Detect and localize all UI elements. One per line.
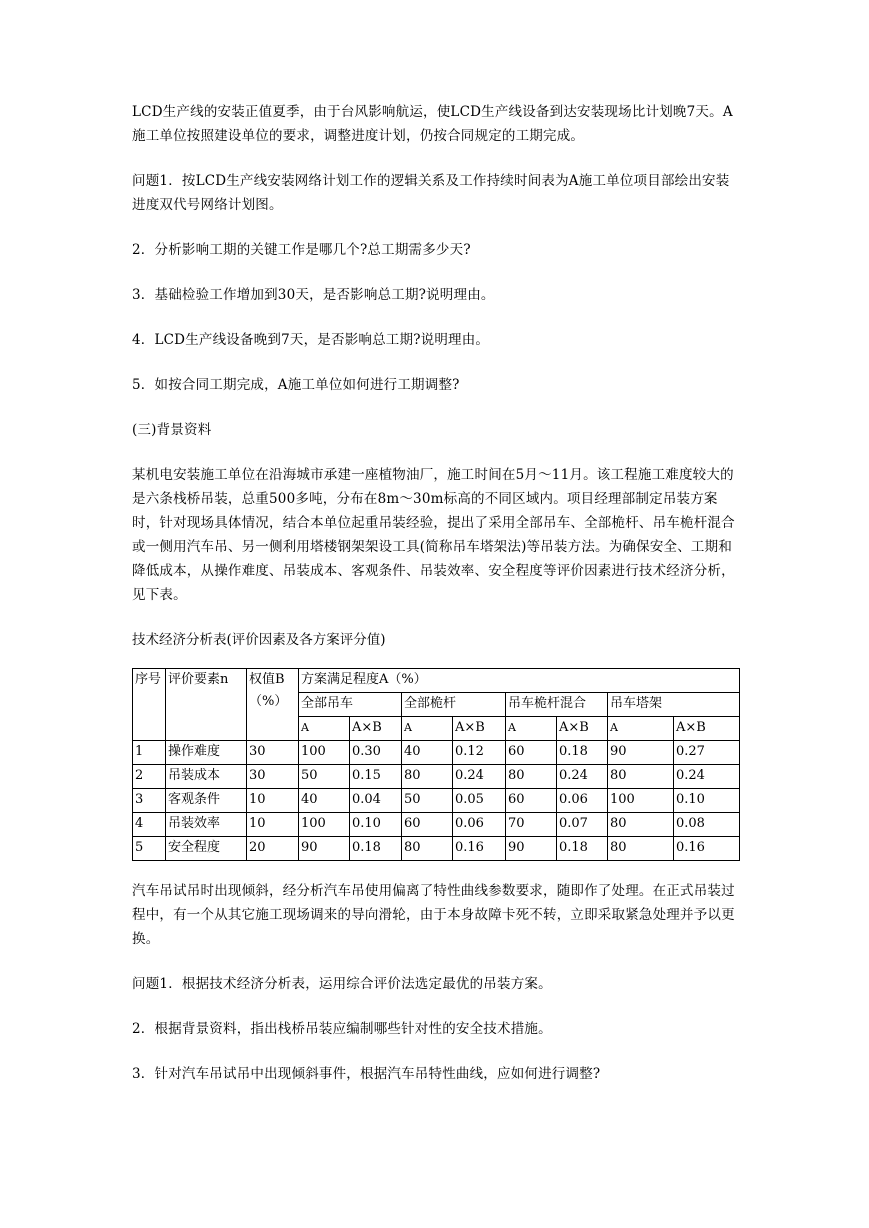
row-score-a: 90 (608, 741, 674, 765)
row-factor: 安全程度 (166, 837, 247, 861)
paragraph-lcd-delay: LCD生产线的安装正值夏季，由于台风影响航运，使LCD生产线设备到达安装现场比计划晚7天。A施工单位按照建设单位的要求，调整进度计划，仍按合同规定的工期完成。 (132, 104, 733, 144)
row-score-ab: 0.07 (557, 813, 608, 837)
row-score-a: 60 (506, 741, 557, 765)
row-score-ab: 0.18 (557, 837, 608, 861)
table-caption: 技术经济分析表(评价因素及各方案评分值) (132, 632, 386, 648)
row-score-ab: 0.12 (453, 741, 506, 765)
row-score-ab: 0.10 (674, 789, 740, 813)
row-score-a: 100 (299, 741, 350, 765)
question-3-foundation-check: 3．基础检验工作增加到30天，是否影响总工期?说明理由。 (132, 287, 495, 303)
table-header-row-1 (133, 669, 740, 693)
section-heading-background-3: (三)背景资料 (132, 422, 212, 438)
row-number: 5 (133, 837, 166, 861)
subheader-ab: A×B (350, 717, 402, 741)
row-score-ab: 0.16 (674, 837, 740, 861)
row-factor: 操作难度 (166, 741, 247, 765)
header-scheme-all-crane: 全部吊车 (299, 693, 402, 717)
table-row (133, 765, 740, 789)
row-weight: 10 (247, 789, 299, 813)
row-weight: 10 (247, 813, 299, 837)
question-5-schedule-adjust: 5．如按合同工期完成，A施工单位如何进行工期调整? (132, 377, 460, 393)
row-score-ab: 0.15 (350, 765, 402, 789)
table-body (133, 741, 740, 861)
paragraph-crane-incident: 汽车吊试吊时出现倾斜，经分析汽车吊使用偏离了特性曲线参数要求，随即作了处理。在正式吊装过程中，有一个从其它施工现场调来的导向滑轮，由于本身故障卡死不转，立即采取紧急处理并予以更换。 (132, 883, 735, 947)
header-seq: 序号 (133, 669, 166, 741)
row-factor: 吊装成本 (166, 765, 247, 789)
row-factor: 吊装效率 (166, 813, 247, 837)
row-weight: 30 (247, 765, 299, 789)
header-scheme-crane-tower: 吊车塔架 (608, 693, 740, 717)
row-score-a: 40 (299, 789, 350, 813)
row-score-a: 80 (608, 765, 674, 789)
row-score-ab: 0.06 (557, 789, 608, 813)
question-1-optimal-scheme: 问题1．根据技术经济分析表，运用综合评价法选定最优的吊装方案。 (132, 976, 552, 992)
row-score-a: 100 (299, 813, 350, 837)
row-score-ab: 0.10 (350, 813, 402, 837)
subheader-a: A (299, 717, 350, 741)
row-score-a: 80 (608, 813, 674, 837)
table-row (133, 837, 740, 861)
row-score-ab: 0.06 (453, 813, 506, 837)
row-score-a: 60 (506, 789, 557, 813)
row-score-ab: 0.05 (453, 789, 506, 813)
header-satisfaction: 方案满足程度A（%） (299, 669, 740, 693)
question-3-crane-adjustment: 3．针对汽车吊试吊中出现倾斜事件，根据汽车吊特性曲线，应如何进行调整? (132, 1066, 601, 1082)
row-score-a: 80 (506, 765, 557, 789)
row-factor: 客观条件 (166, 789, 247, 813)
header-factor: 评价要素n (166, 669, 247, 741)
row-score-ab: 0.30 (350, 741, 402, 765)
row-score-ab: 0.27 (674, 741, 740, 765)
row-score-a: 80 (402, 765, 453, 789)
subheader-ab: A×B (557, 717, 608, 741)
row-score-ab: 0.24 (453, 765, 506, 789)
row-score-ab: 0.16 (453, 837, 506, 861)
row-score-a: 90 (506, 837, 557, 861)
subheader-a: A (402, 717, 453, 741)
row-score-a: 70 (506, 813, 557, 837)
row-score-a: 50 (402, 789, 453, 813)
row-score-ab: 0.24 (674, 765, 740, 789)
row-score-ab: 0.08 (674, 813, 740, 837)
header-scheme-all-mast: 全部桅杆 (402, 693, 506, 717)
row-score-a: 100 (608, 789, 674, 813)
row-score-a: 40 (402, 741, 453, 765)
question-1-network-plan: 问题1．按LCD生产线安装网络计划工作的逻辑关系及工作持续时间表为A施工单位项目部绘出安装进度双代号网络计划图。 (132, 173, 730, 213)
row-number: 1 (133, 741, 166, 765)
row-score-a: 50 (299, 765, 350, 789)
document-page (132, 100, 742, 1107)
table-row (133, 813, 740, 837)
question-4-equipment-delay: 4．LCD生产线设备晚到7天，是否影响总工期?说明理由。 (132, 332, 490, 348)
row-number: 2 (133, 765, 166, 789)
row-score-a: 80 (402, 837, 453, 861)
table-row (133, 789, 740, 813)
subheader-ab: A×B (453, 717, 506, 741)
tech-econ-analysis-table (132, 668, 740, 861)
row-weight: 20 (247, 837, 299, 861)
row-score-ab: 0.18 (557, 741, 608, 765)
row-score-a: 80 (608, 837, 674, 861)
row-score-a: 60 (402, 813, 453, 837)
subheader-a: A (608, 717, 674, 741)
row-score-ab: 0.04 (350, 789, 402, 813)
header-weight: 权值B（%） (247, 669, 299, 741)
row-score-ab: 0.18 (350, 837, 402, 861)
row-number: 3 (133, 789, 166, 813)
question-2-safety-measures: 2．根据背景资料，指出栈桥吊装应编制哪些针对性的安全技术措施。 (132, 1021, 552, 1037)
table-row (133, 741, 740, 765)
question-2-critical-work: 2．分析影响工期的关键工作是哪几个?总工期需多少天? (132, 242, 471, 258)
subheader-ab: A×B (674, 717, 740, 741)
row-weight: 30 (247, 741, 299, 765)
row-number: 4 (133, 813, 166, 837)
row-score-ab: 0.24 (557, 765, 608, 789)
subheader-a: A (506, 717, 557, 741)
row-score-a: 90 (299, 837, 350, 861)
paragraph-background-hoisting: 某机电安装施工单位在沿海城市承建一座植物油厂，施工时间在5月～11月。该工程施工难度较大的是六条栈桥吊装，总重500多吨，分布在8m～30m标高的不同区域内。项目经理部制定吊装方案时，针对现场具体情况，结合本单位起重吊装经验，提出了采用全部吊车、全部桅杆、吊车桅杆混合或一侧用汽车吊、另一侧利用塔楼钢架架设工具(简称吊车塔架法)等吊装方法。为确保安全、工期和降低成本，从操作难度、吊装成本、客观条件、吊装效率、安全程度等评价因素进行技术经济分析，见下表。 (132, 467, 735, 603)
header-scheme-mixed: 吊车桅杆混合 (506, 693, 608, 717)
